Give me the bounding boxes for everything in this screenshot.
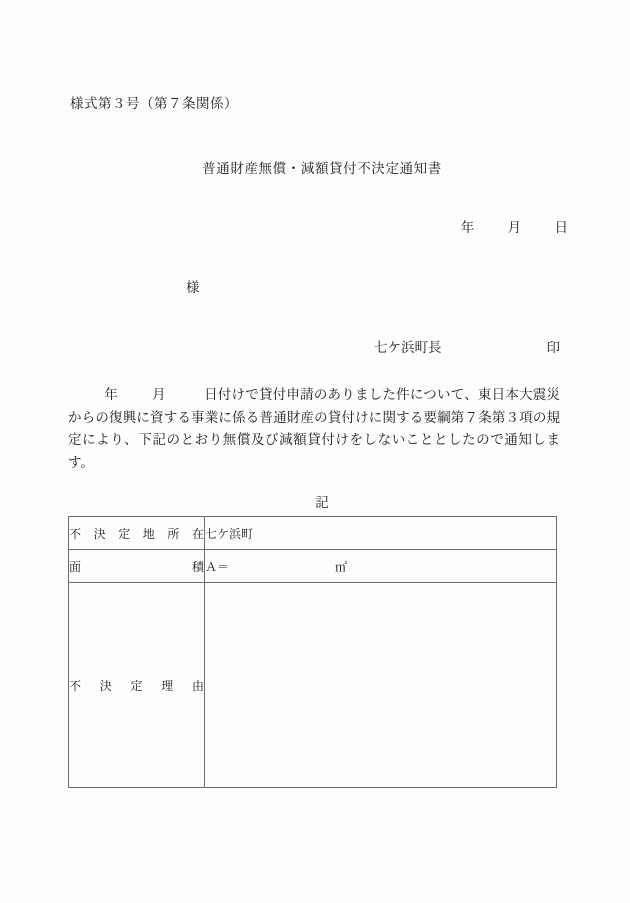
issue-date-month-label: 月 bbox=[507, 220, 522, 235]
area-value-group bbox=[205, 558, 556, 575]
table-row bbox=[69, 517, 557, 550]
label-char: 在 bbox=[191, 526, 204, 541]
form-number: 様式第３号（第７条関係） bbox=[70, 96, 238, 111]
label-char: 不 bbox=[69, 678, 82, 693]
table-row bbox=[69, 550, 557, 583]
label-char: 不 bbox=[69, 526, 82, 541]
label-char: 面 bbox=[69, 559, 82, 574]
body-paragraph bbox=[68, 384, 560, 474]
label-char: 定 bbox=[118, 526, 131, 541]
body-month-label: 月 bbox=[151, 387, 166, 402]
issue-date-year-label: 年 bbox=[460, 220, 475, 235]
row-value-area[interactable] bbox=[205, 550, 557, 583]
detail-table bbox=[68, 516, 557, 788]
area-unit-label: ㎡ bbox=[335, 559, 348, 574]
label-char: 決 bbox=[99, 678, 112, 693]
issuer-line bbox=[374, 336, 560, 356]
ki-marker: 記 bbox=[315, 495, 329, 510]
label-char: 所 bbox=[167, 526, 180, 541]
table-row bbox=[69, 583, 557, 788]
page-title: 普通財産無償・減額貸付不決定通知書 bbox=[202, 161, 442, 176]
label-char: 地 bbox=[142, 526, 155, 541]
body-year-label: 年 bbox=[104, 387, 118, 402]
area-equals-label: Ａ＝ bbox=[205, 559, 230, 574]
issue-date-day-label: 日 bbox=[554, 220, 568, 235]
label-spread bbox=[69, 558, 204, 575]
body-main-text: 日付けで貸付申請のありました件について、東日本大震災からの復興に資する事業に係る普通財産の貸付けに関する要綱第７条第３項の規定により、下記のとおり無償及び減額貸付けをしないこととしたので通知します。 bbox=[68, 387, 560, 470]
row-label-area bbox=[69, 550, 205, 583]
issuer-name: 七ケ浜町長 bbox=[374, 340, 442, 355]
row-label-reason bbox=[69, 583, 205, 788]
seal-mark: 印 bbox=[546, 340, 560, 355]
row-value-reason[interactable] bbox=[205, 583, 557, 788]
label-char: 由 bbox=[191, 678, 204, 693]
label-spread bbox=[69, 677, 204, 694]
label-char: 決 bbox=[93, 526, 106, 541]
label-char: 積 bbox=[191, 559, 204, 574]
issue-date-line bbox=[0, 216, 630, 236]
label-char: 理 bbox=[161, 678, 174, 693]
addressee-honorific: 様 bbox=[186, 280, 200, 295]
label-spread bbox=[69, 525, 204, 542]
row-value-location[interactable]: 七ケ浜町 bbox=[205, 517, 557, 550]
row-label-location bbox=[69, 517, 205, 550]
label-char: 定 bbox=[130, 678, 143, 693]
